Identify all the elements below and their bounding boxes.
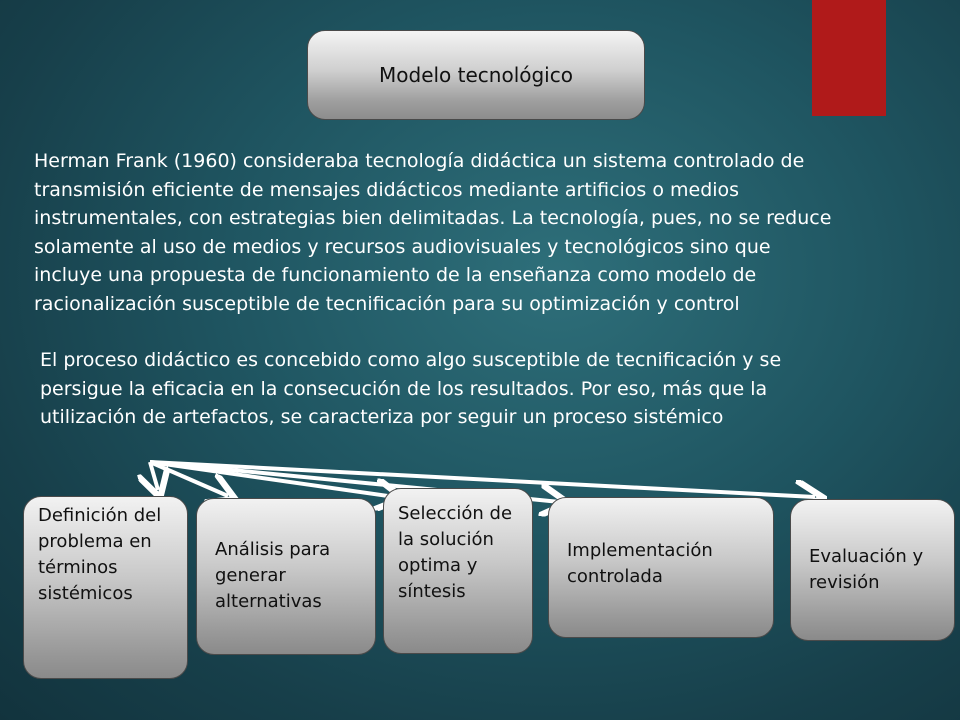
step-analisis-alternativas <box>196 498 376 655</box>
arrow-to-step-1 <box>150 462 158 490</box>
page-title: Modelo tecnológico <box>379 63 573 87</box>
step-implementacion <box>548 497 774 638</box>
title-box <box>307 30 645 120</box>
step-evaluacion <box>790 499 955 641</box>
arrow-to-step-3 <box>150 462 395 497</box>
description-paragraph-2: El proceso didáctico es concebido como algo susceptible de tecnificación y se persigue la eficacia en la consecución de los resultados. Por eso, más que la utilización de artefactos, se caracteriza por seguir un proceso sistémico <box>40 349 782 428</box>
description-paragraph-1: Herman Frank (1960) consideraba tecnología didáctica un sistema controlado de transmisión eficiente de mensajes didácticos mediante artificios o medios instrumentales, con estrategias bien delimitadas. La tecnología, pues, no se reduce solamente al uso de medios y recursos audiovisuales y tecnológicos sino que incluye una propuesta de funcionamiento de la enseñanza como modelo de racionalización susceptible de tecnificación para su optimización y control <box>34 150 832 315</box>
arrow-to-step-2 <box>150 462 228 496</box>
step-seleccion-solucion <box>383 488 533 654</box>
red-accent-bar <box>812 0 886 116</box>
step-label: Implementación controlada <box>567 540 713 587</box>
step-label: Análisis para generar alternativas <box>215 539 331 612</box>
step-label: Selección de la solución optima y síntesis <box>398 503 513 602</box>
step-label: Definición del problema en términos sistémicos <box>38 505 162 604</box>
step-label: Evaluación y revisión <box>809 546 924 593</box>
step-definicion-problema <box>23 496 188 679</box>
